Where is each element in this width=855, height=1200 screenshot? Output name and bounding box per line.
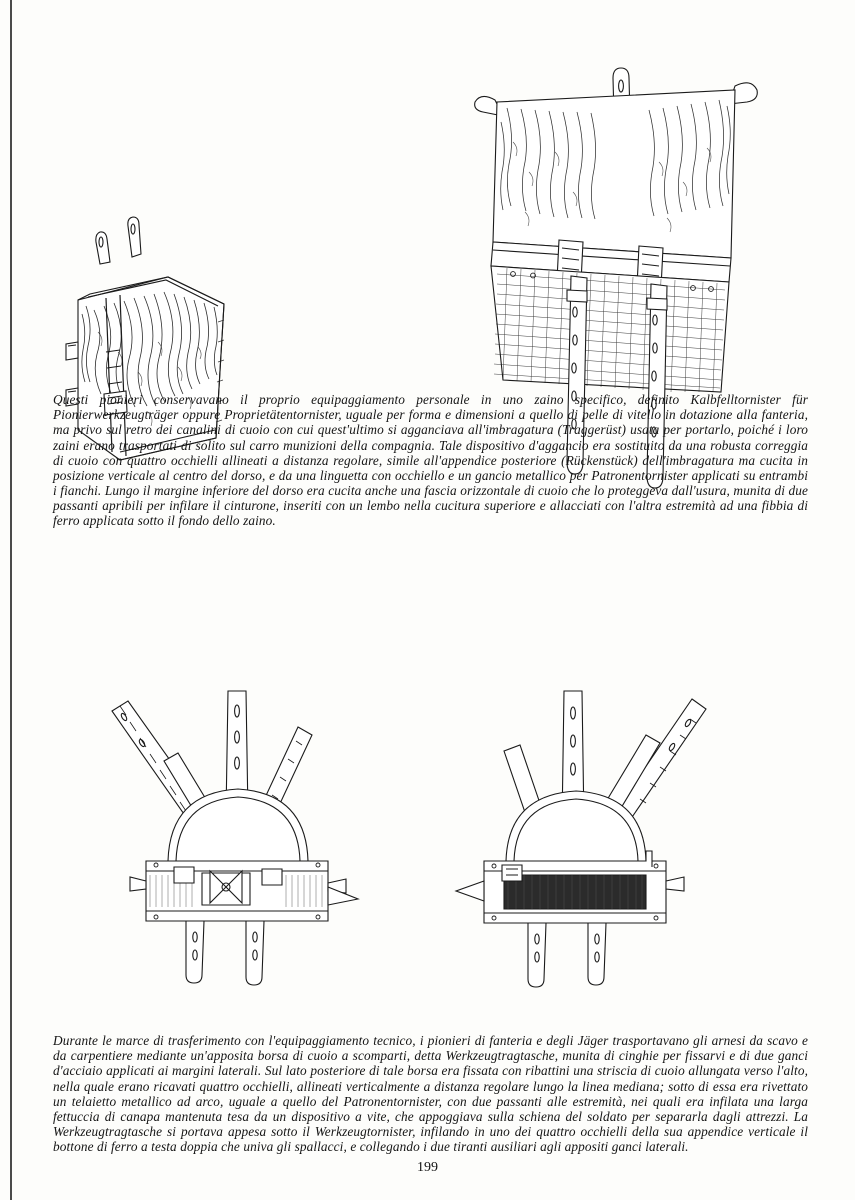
page-number: 199 (417, 1160, 438, 1175)
paragraph-kalbfelltornister: Questi pionieri conservavano il proprio equipaggiamento personale in uno zaino specifico, definito Kalbfelltornister für Pionierwerkzeugträger oppure Proprietätentornister, uguale per forma e dimensioni a quello di pelle di vitello in dotazione alla fanteria, ma privo sul retro dei canalini di cuoio con cui quest'ultimo si agganciava all'imbragatura (Traggerüst) usata per portarlo, poiché i loro zaini erano trasportati di solito sul carro munizioni della compagnia. Tale dispositivo d'aggancio era sostituito da una robusta correggia di cuoio con quattro occhielli allineati a distanza regolare, simile all'appendice posteriore (Rückenstück) dell'imbragatura ma cucita in posizione verticale al centro del dorso, e da una linguetta con occhiello e un gancio metallico per Patronentornister applicati su entrambi i fianchi. Lungo il margine inferiore del dorso era cucita anche una fascia orizzontale di cuoio che lo proteggeva dall'usura, munita di due passanti apribili per infilare il cinturone, inseriti con un lembo nella cucitura superiore e allacciati con l'altra estremità ad una fibbia di ferro applicata sotto il fondo dello zaino. (53, 392, 808, 529)
werkzeugtragtasche-back-view (440, 675, 730, 1005)
page-gutter-rule (10, 0, 12, 1200)
werkzeugtragtasche-front-view (90, 675, 380, 1005)
paragraph-werkzeugtragtasche: Durante le marce di trasferimento con l'equipaggiamento tecnico, i pionieri di fanteria e degli Jäger trasportavano gli arnesi da scavo e da carpentiere mediante un'apposita borsa di cuoio a scomparti, detta Werkzeugtragtasche, munita di cinghie per fissarvi e di due ganci d'acciaio applicati ai margini laterali. Sul lato posteriore di tale borsa era fissata con ribattini una striscia di cuoio allungata verso l'alto, nella quale erano ricavati quattro occhielli, allineati verticalmente a distanza regolare lungo la linea mediana; sotto di essa era rivettato un telaietto metallico ad arco, uguale a quello del Patronentornister, con due passanti alle estremità, nei quali era infilata una larga fettuccia di canapa mantenuta tesa da un dispositivo a vite, che appoggiava sulla schiena del soldato per separarla dagli attrezzi. La Werkzeugtragtasche si portava appesa sotto il Werkzeugtornister, infilando in uno dei quattro occhielli della sua appendice verticale il bottone di ferro a testa doppia che univa gli spallacci, e collegando i due tiranti ausiliari agli appositi ganci laterali. (53, 1033, 808, 1154)
figure-row-bottom (40, 660, 780, 1005)
